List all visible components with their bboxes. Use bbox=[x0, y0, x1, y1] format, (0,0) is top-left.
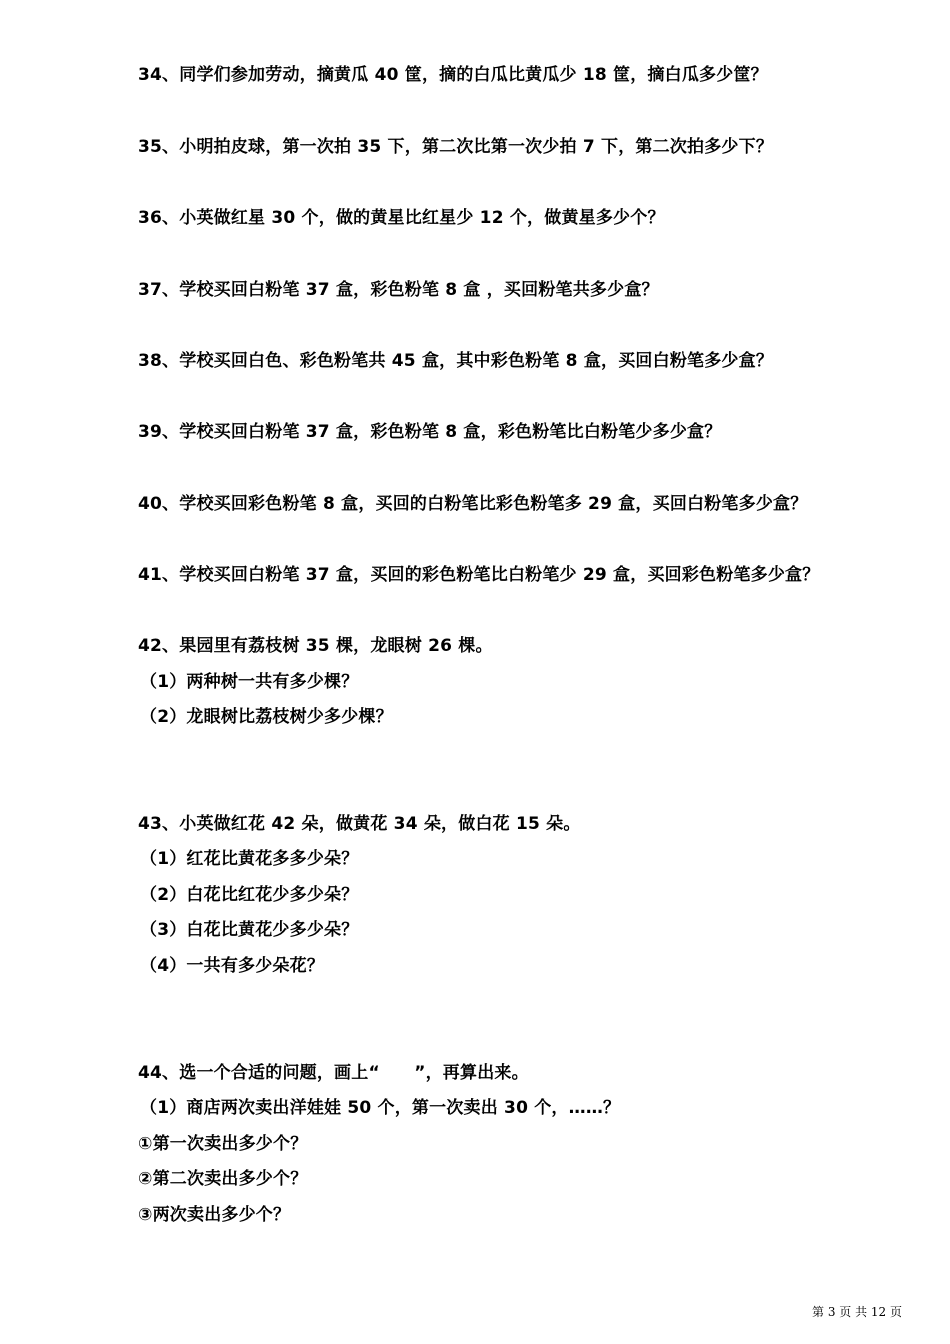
question-42-part-1: （1）两种树一共有多少棵？ bbox=[140, 672, 359, 692]
question-34: 34、同学们参加劳动，摘黄瓜 40 筐，摘的白瓜比黄瓜少 18 筐，摘白瓜多少筐？ bbox=[138, 65, 768, 85]
question-44-option-3: ③两次卖出多少个？ bbox=[138, 1205, 291, 1225]
question-38: 38、学校买回白色、彩色粉笔共 45 盒，其中彩色粉笔 8 盒，买回白粉笔多少盒？ bbox=[138, 351, 774, 371]
question-41: 41、学校买回白粉笔 37 盒，买回的彩色粉笔比白粉笔少 29 盒，买回彩色粉笔多少盒？ bbox=[138, 565, 820, 585]
question-42-stem: 42、果园里有荔枝树 35 棵，龙眼树 26 棵。 bbox=[138, 636, 493, 656]
question-43-part-4: （4）一共有多少朵花？ bbox=[140, 956, 325, 976]
question-37: 37、学校买回白粉笔 37 盒，彩色粉笔 8 盒 ，买回粉笔共多少盒？ bbox=[138, 280, 659, 300]
question-40: 40、学校买回彩色粉笔 8 盒，买回的白粉笔比彩色粉笔多 29 盒，买回白粉笔多少盒？ bbox=[138, 494, 808, 514]
question-44-option-2: ②第二次卖出多少个？ bbox=[138, 1169, 308, 1189]
question-36: 36、小英做红星 30 个，做的黄星比红星少 12 个，做黄星多少个？ bbox=[138, 208, 665, 228]
question-39: 39、学校买回白粉笔 37 盒，彩色粉笔 8 盒，彩色粉笔比白粉笔少多少盒？ bbox=[138, 422, 722, 442]
question-44-part-1: （1）商店两次卖出洋娃娃 50 个，第一次卖出 30 个，……？ bbox=[140, 1098, 621, 1118]
question-43-stem: 43、小英做红花 42 朵，做黄花 34 朵，做白花 15 朵。 bbox=[138, 814, 581, 834]
question-44-option-1: ①第一次卖出多少个？ bbox=[138, 1134, 308, 1154]
question-43-part-1: （1）红花比黄花多多少朵？ bbox=[140, 849, 359, 869]
question-42-part-2: （2）龙眼树比荔枝树少多少棵？ bbox=[140, 707, 393, 727]
page-number-footer: 第 3 页 共 12 页 bbox=[812, 1305, 902, 1319]
question-43-part-2: （2）白花比红花少多少朵？ bbox=[140, 885, 359, 905]
question-35: 35、小明拍皮球，第一次拍 35 下，第二次比第一次少拍 7 下，第二次拍多少下？ bbox=[138, 137, 774, 157]
question-43-part-3: （3）白花比黄花少多少朵？ bbox=[140, 920, 359, 940]
question-44-stem: 44、选一个合适的问题，画上“ ”，再算出来。 bbox=[138, 1063, 529, 1083]
